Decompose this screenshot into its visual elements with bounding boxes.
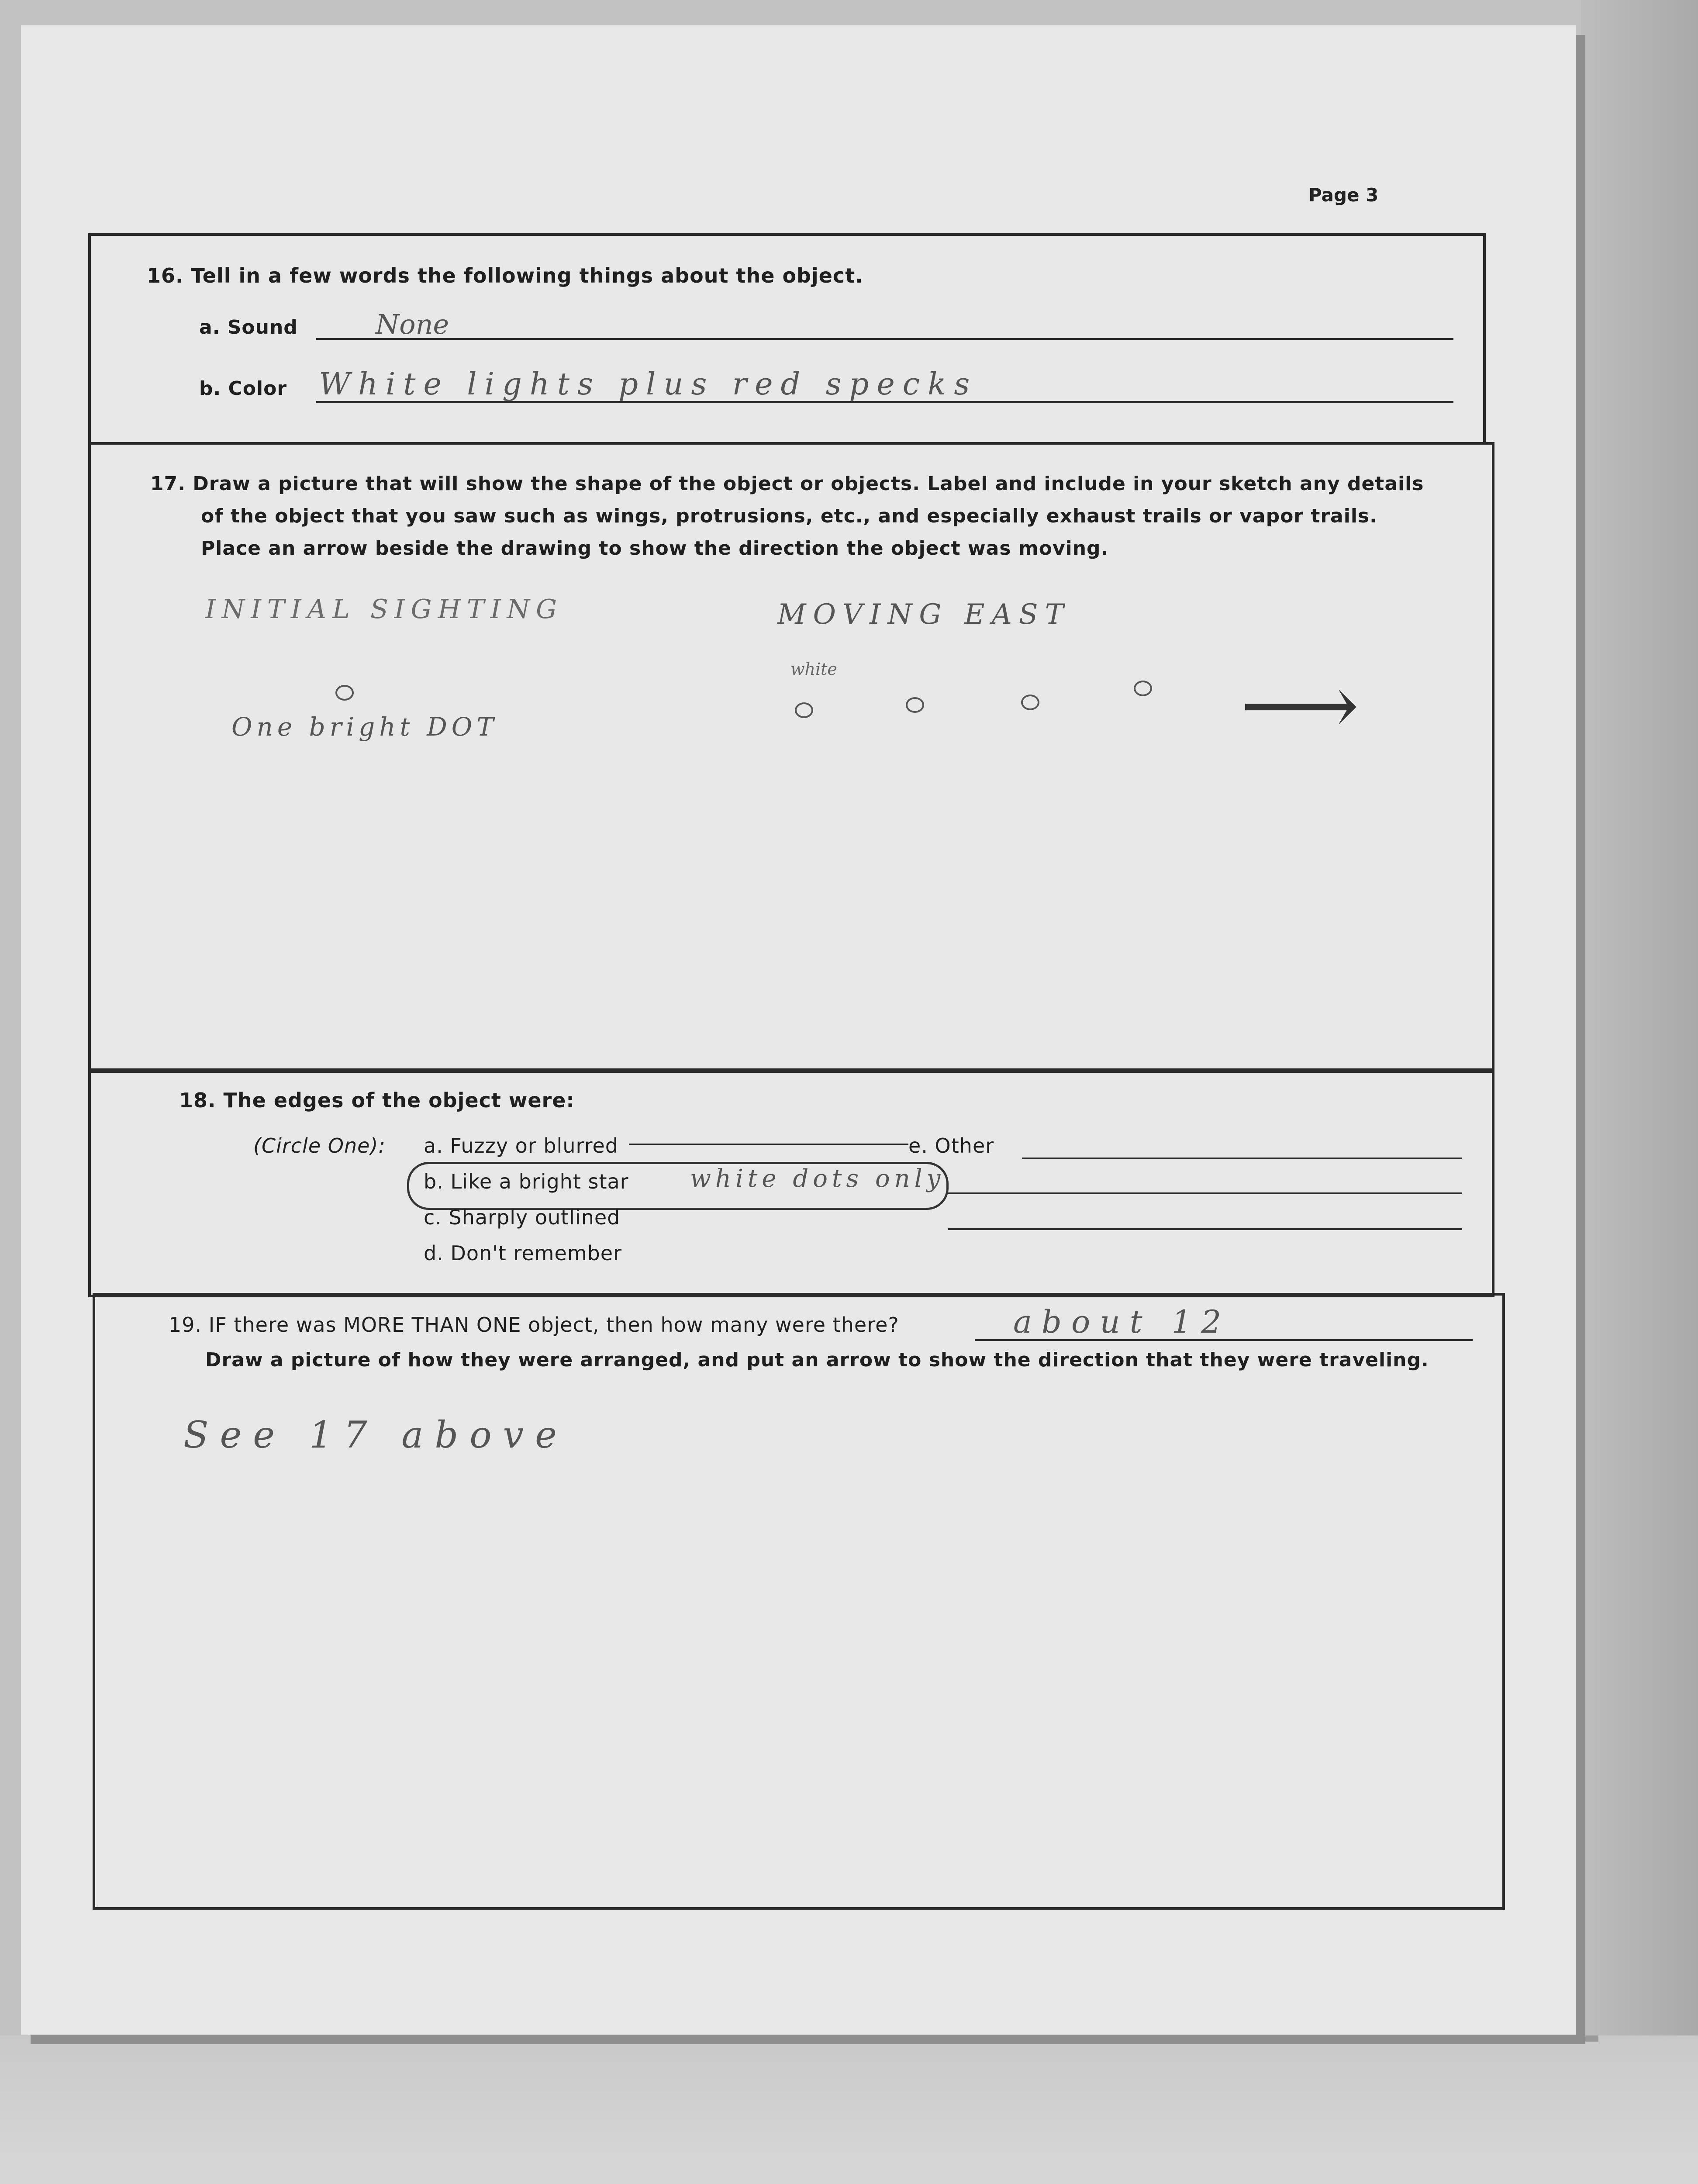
- question-19-box: [93, 1293, 1505, 1910]
- sketch-moving-east-label: MOVING EAST: [777, 598, 1071, 631]
- count-answer: about 12: [1013, 1303, 1231, 1340]
- scan-backdrop-bottom: [0, 2035, 1698, 2184]
- option-b: b. Like a bright star: [424, 1170, 629, 1193]
- other-answer-line-2: [948, 1192, 1462, 1194]
- other-answer-line-1: [1022, 1158, 1462, 1159]
- question-19-prompt: 19. IF there was MORE THAN ONE object, then how many were there?: [169, 1313, 899, 1337]
- color-label: b. Color: [199, 377, 287, 400]
- sketch-direction-arrow: ⟶: [1240, 657, 1360, 753]
- scan-backdrop-right: [1581, 0, 1698, 2079]
- color-answer: White lights plus red specks: [319, 366, 978, 402]
- question-19-answer: See 17 above: [183, 1413, 568, 1456]
- question-19-instruction: Draw a picture of how they were arranged, and put an arrow to show the direction that they were traveling.: [205, 1349, 1429, 1371]
- sketch-initial-dot: [335, 685, 354, 701]
- sketch-moving-dot-1: [795, 702, 813, 718]
- question-16-prompt: 16. Tell in a few words the following things about the object.: [147, 264, 863, 287]
- sound-answer: None: [376, 308, 449, 340]
- sound-label: a. Sound: [199, 316, 298, 339]
- circle-one-label: (Circle One):: [253, 1134, 386, 1158]
- sketch-moving-dot-2: [906, 697, 924, 713]
- question-17-prompt-line-1: 17. Draw a picture that will show the shape of the object or objects. Label and include in your sketch any details: [150, 473, 1424, 495]
- sound-answer-line: [316, 338, 1453, 340]
- question-17-box: [88, 442, 1494, 1073]
- question-18-prompt: 18. The edges of the object were:: [179, 1089, 575, 1112]
- page-edge-shadow: [70, 2035, 1598, 2042]
- option-b-annotation: white dots only: [690, 1165, 945, 1193]
- other-answer-line-3: [948, 1228, 1462, 1230]
- question-17-prompt-line-2: of the object that you saw such as wings, protrusions, etc., and especially exhaust trails or vapor trails.: [201, 505, 1377, 527]
- option-a: a. Fuzzy or blurred: [424, 1134, 618, 1158]
- sketch-one-dot-label: One bright DOT: [231, 712, 498, 742]
- option-e: e. Other: [908, 1134, 994, 1158]
- option-a-dash-line: [629, 1144, 908, 1145]
- question-17-prompt-line-3: Place an arrow beside the drawing to show the direction the object was moving.: [201, 537, 1109, 560]
- sketch-white-label: white: [790, 660, 837, 679]
- sketch-moving-dot-4: [1134, 681, 1152, 696]
- option-d: d. Don't remember: [424, 1241, 622, 1265]
- sketch-moving-dot-3: [1021, 695, 1039, 710]
- page-number: Page 3: [1308, 184, 1379, 206]
- option-c: c. Sharply outlined: [424, 1206, 621, 1229]
- sketch-initial-sighting-label: INITIAL SIGHTING: [205, 594, 563, 625]
